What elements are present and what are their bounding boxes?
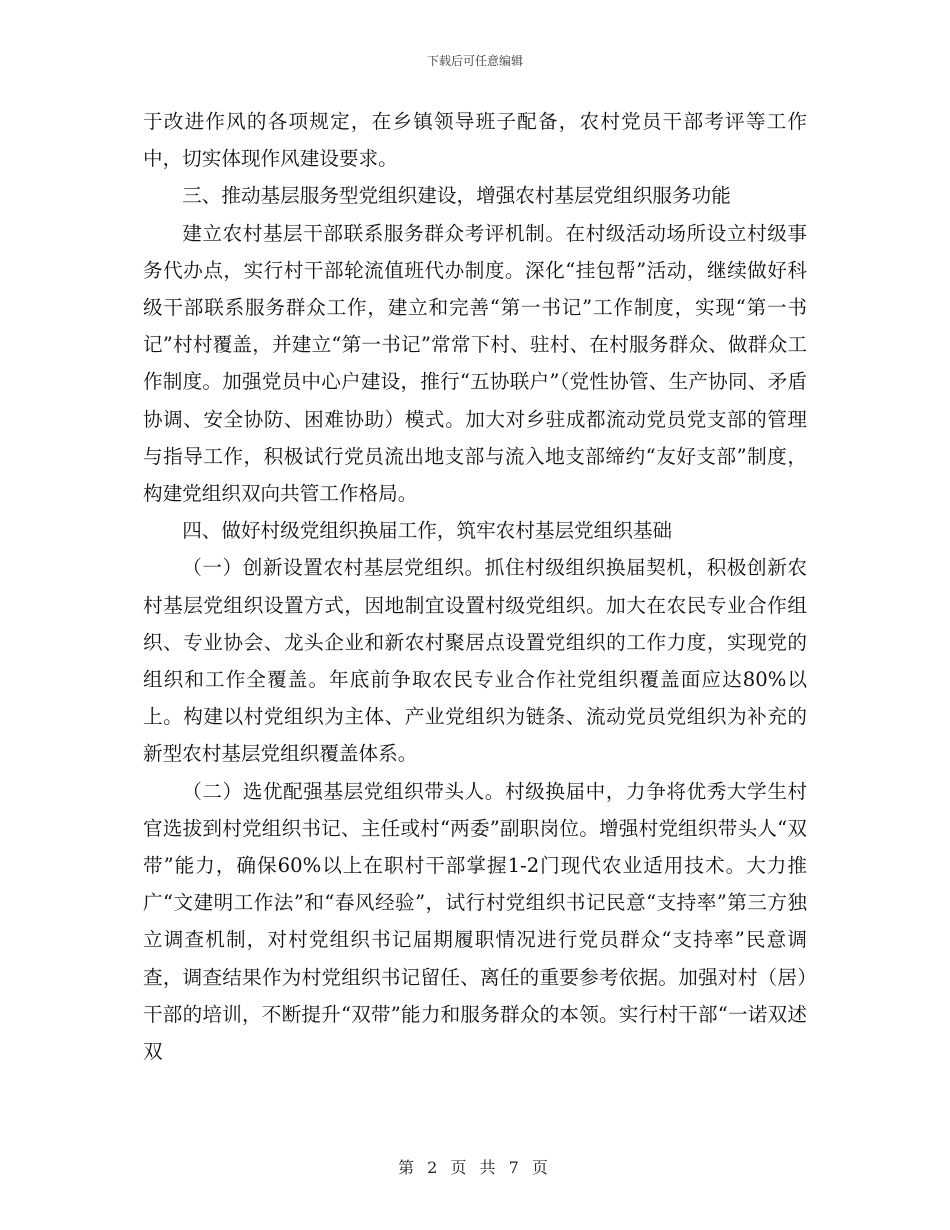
page-footer: 第 2 页 共 7 页 (398, 1158, 552, 1177)
paragraph-service-mechanism: 建立农村基层干部联系服务群众考评机制。在村级活动场所设立村级事务代办点，实行村干部轮流值班代办制度。深化“挂包帮”活动，继续做好科级干部联系服务群众工作，建立和完善“第一书记”工作制度，实现“第一书记”村村覆盖，并建立“第一书记”常常下村、驻村、在村服务群众、做群众工作制度。加强党员中心户建设，推行“五协联户”（党性协管、生产协同、矛盾协调、安全协防、困难协助）模式。加大对乡驻成都流动党员党支部的管理与指导工作，积极试行党员流出地支部与流入地支部缔约“友好支部”制度，构建党组织双向共管工作格局。 (143, 221, 807, 506)
paragraph-continuation: 于改进作风的各项规定，在乡镇领导班子配备，农村党员干部考评等工作中，切实体现作风建设要求。 (143, 110, 807, 171)
paragraph-subsection-two: （二）选优配强基层党组织带头人。村级换届中，力争将优秀大学生村官选拔到村党组织书记、主任或村“两委”副职岗位。增强村党组织带头人“双带”能力，确保60%以上在职村干部掌握1-2门现代农业适用技术。大力推广“文建明工作法”和“春风经验”，试行村党组织书记民意“支持率”第三方独立调查机制，对村党组织书记届期履职情况进行党员群众“支持率”民意调查，调查结果作为村党组织书记留任、离任的重要参考依据。加强对村（居）干部的培训，不断提升“双带”能力和服务群众的本领。实行村干部“一诺双述双 (143, 779, 807, 1064)
paragraph-subsection-one: （一）创新设置农村基层党组织。抓住村级组织换届契机，积极创新农村基层党组织设置方式，因地制宜设置村级党组织。加大在农民专业合作组织、专业协会、龙头企业和新农村聚居点设置党组织的工作力度，实现党的组织和工作全覆盖。年底前争取农民专业合作社党组织覆盖面应达80%以上。构建以村党组织为主体、产业党组织为链条、流动党员党组织为补充的新型农村基层党组织覆盖体系。 (143, 556, 807, 766)
page-header: 下载后可任意编辑 (426, 54, 523, 68)
section-heading-three: 三、推动基层服务型党组织建设，增强农村基层党组织服务功能 (182, 184, 731, 208)
document-body (143, 103, 807, 1070)
section-heading-four: 四、做好村级党组织换届工作，筑牢农村基层党组织基础 (182, 519, 673, 543)
